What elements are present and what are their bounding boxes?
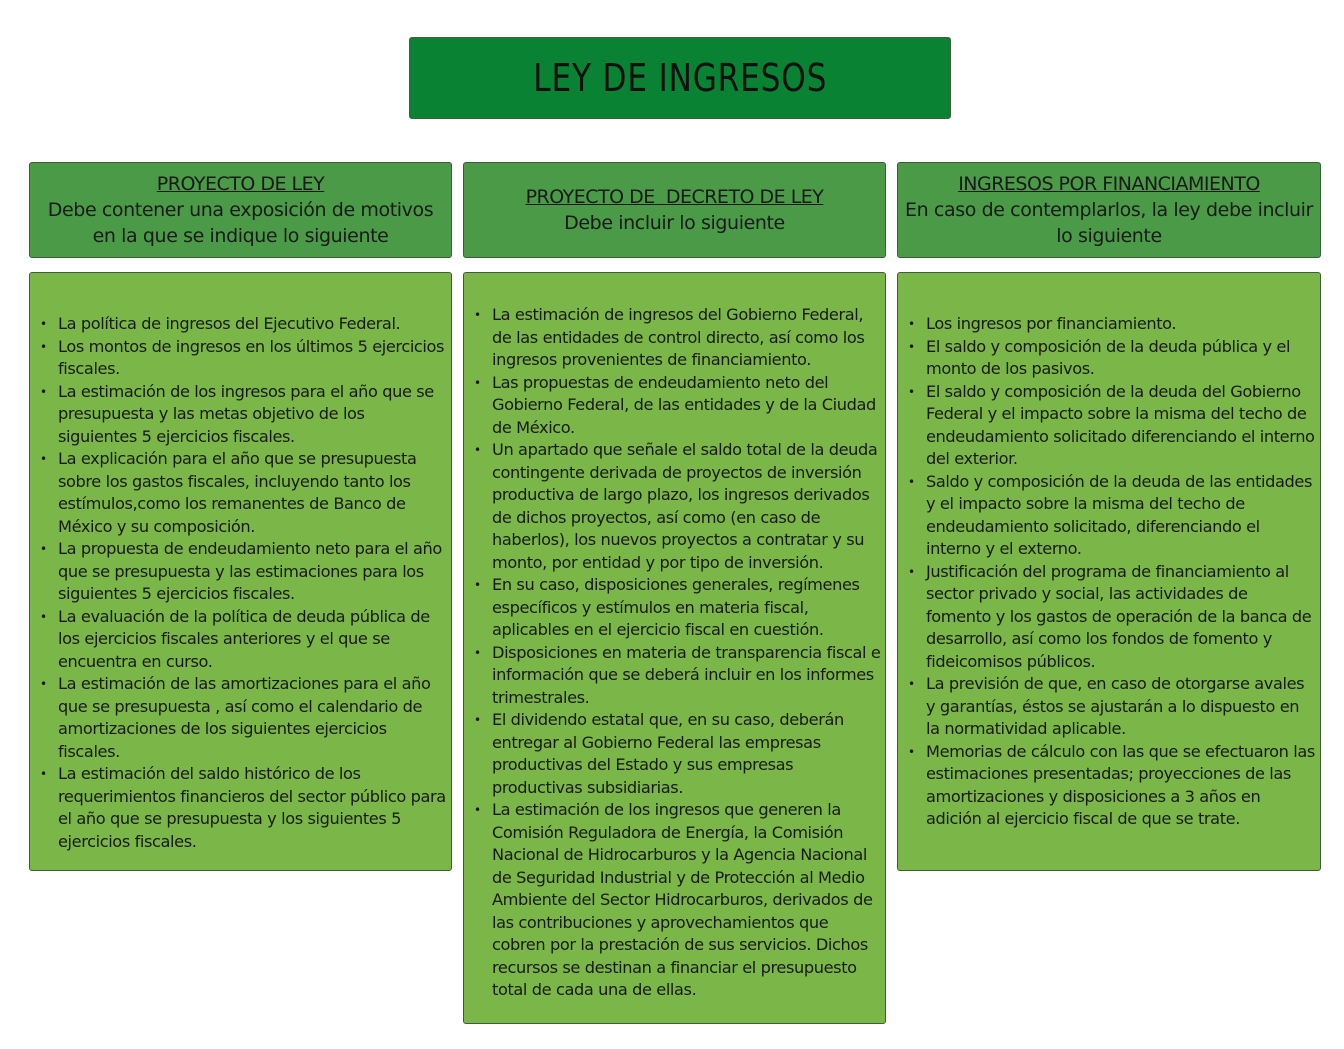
list-item: • La estimación de los ingresos para el año que se presupuesta y las metas objetivo de los siguientes 5 ejercicios fiscales. — [30, 381, 447, 449]
list-item: • Los montos de ingresos en los últimos 5 ejercicios fiscales. — [30, 336, 447, 381]
column-header-ingresos-financiamiento — [897, 162, 1321, 258]
list-item: • Saldo y composición de la deuda de las entidades y el impacto sobre la misma del techo de endeudamiento solicitado, diferenciando el interno y el externo. — [898, 471, 1316, 561]
list-item: • Disposiciones en materia de transparencia fiscal e información que se deberá incluir en los informes trimestrales. — [464, 642, 881, 710]
list-item: • La evaluación de la política de deuda pública de los ejercicios fiscales anteriores y el que se encuentra en curso. — [30, 606, 447, 674]
list-item: • La política de ingresos del Ejecutivo Federal. — [30, 313, 447, 336]
list-item: • El dividendo estatal que, en su caso, deberán entregar al Gobierno Federal las empresas productivas del Estado y sus empresas productivas subsidiarias. — [464, 709, 881, 799]
bullet-list — [30, 313, 451, 853]
column-subheading: Debe incluir lo siguiente — [564, 212, 785, 234]
list-item: • Las propuestas de endeudamiento neto del Gobierno Federal, de las entidades y de la Ciudad de México. — [464, 372, 881, 440]
column-heading: INGRESOS POR FINANCIAMIENTO — [958, 173, 1260, 195]
title-box — [409, 37, 951, 119]
bullet-list — [898, 313, 1320, 831]
list-item: • La estimación de los ingresos que generen la Comisión Reguladora de Energía, la Comisión Nacional de Hidrocarburos y la Agencia Nacional de Seguridad Industrial y de Protección al Medio Ambiente del Sector Hidrocarburos, derivados de las contribuciones y aprovechamientos que cobren por la prestación de sus servicios. Dichos recursos se destinan a financiar el presupuesto total de cada una de ellas. — [464, 799, 881, 1002]
list-item: • Justificación del programa de financiamiento al sector privado y social, las actividades de fomento y los gastos de operación de la banca de desarrollo, así como los fondos de fomento y fideicomisos públicos. — [898, 561, 1316, 674]
list-item: • El saldo y composición de la deuda del Gobierno Federal y el impacto sobre la misma del techo de endeudamiento solicitado diferenciando el interno del exterior. — [898, 381, 1316, 471]
column-subheading: Debe contener una exposición de motivos en la que se indique lo siguiente — [47, 199, 434, 247]
bullet-list — [464, 304, 885, 1002]
list-item: • La estimación de las amortizaciones para el año que se presupuesta , así como el calendario de amortizaciones de los siguientes ejercicios fiscales. — [30, 673, 447, 763]
list-item: • En su caso, disposiciones generales, regímenes específicos y estímulos en materia fiscal, aplicables en el ejercicio fiscal en cuestión. — [464, 574, 881, 642]
column-heading: PROYECTO DE LEY — [156, 173, 325, 195]
column-header-proyecto-de-ley — [29, 162, 452, 258]
list-item: • La estimación del saldo histórico de los requerimientos financieros del sector público para el año que se presupuesta y los siguientes 5 ejercicios fiscales. — [30, 763, 447, 853]
list-item: • Los ingresos por financiamiento. — [898, 313, 1316, 336]
list-item: • El saldo y composición de la deuda pública y el monto de los pasivos. — [898, 336, 1316, 381]
column-heading: PROYECTO DE DECRETO DE LEY — [525, 186, 824, 208]
column-body-proyecto-de-ley — [29, 272, 452, 871]
list-item: • La estimación de ingresos del Gobierno Federal, de las entidades de control directo, así como los ingresos provenientes de financiamiento. — [464, 304, 881, 372]
list-item: • Un apartado que señale el saldo total de la deuda contingente derivada de proyectos de inversión productiva de largo plazo, los ingresos derivados de dichos proyectos, así como (en caso de haberlos), los nuevos proyectos a contratar y su monto, por entidad y por tipo de inversión. — [464, 439, 881, 574]
list-item: • Memorias de cálculo con las que se efectuaron las estimaciones presentadas; proyecciones de las amortizaciones y disposiciones a 3 años en adición al ejercicio fiscal de que se trate. — [898, 741, 1316, 831]
column-body-proyecto-de-decreto — [463, 272, 886, 1024]
list-item: • La propuesta de endeudamiento neto para el año que se presupuesta y las estimaciones para los siguientes 5 ejercicios fiscales. — [30, 538, 447, 606]
list-item: • La previsión de que, en caso de otorgarse avales y garantías, éstos se ajustarán a lo dispuesto en la normatividad aplicable. — [898, 673, 1316, 741]
page-title: LEY DE INGRESOS — [533, 56, 827, 100]
column-header-proyecto-de-decreto — [463, 162, 886, 258]
column-body-ingresos-financiamiento — [897, 272, 1321, 871]
list-item: • La explicación para el año que se presupuesta sobre los gastos fiscales, incluyendo tanto los estímulos,como los remanentes de Banco de México y su composición. — [30, 448, 447, 538]
column-subheading: En caso de contemplarlos, la ley debe incluir lo siguiente — [905, 199, 1313, 247]
